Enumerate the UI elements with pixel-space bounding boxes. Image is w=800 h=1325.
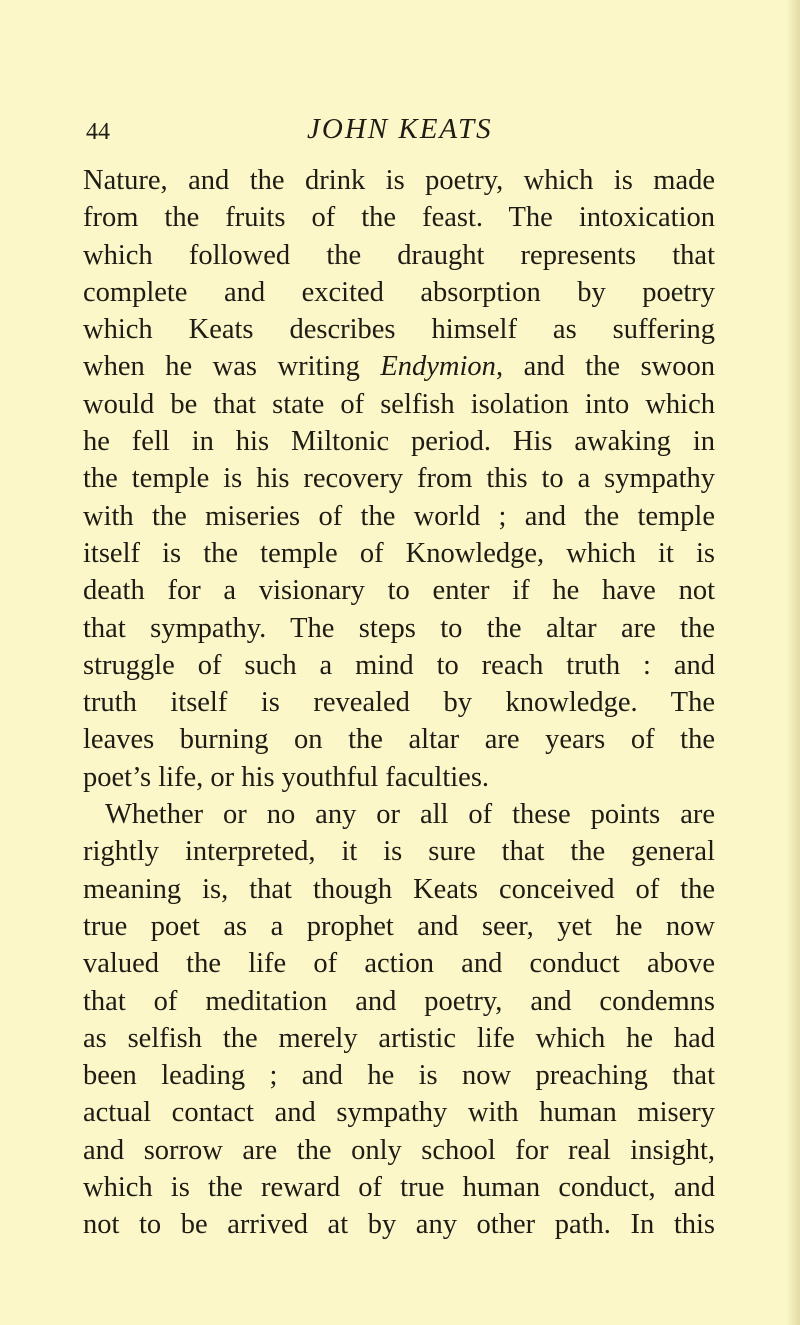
text-line: itself is the temple of Knowledge, which it is [83, 537, 715, 569]
text-line: complete and excited absorption by poetry [83, 276, 715, 308]
text-line: which is the reward of true human conduct, and [83, 1172, 715, 1204]
text-line: from the fruits of the feast. The intoxication [83, 202, 715, 234]
text-line: as selfish the merely artistic life which he had [83, 1022, 715, 1054]
text-line: that sympathy. The steps to the altar are the [83, 612, 715, 644]
text-line: Whether or no any or all of these points are [105, 799, 715, 831]
text-line: poet’s life, or his youthful faculties. [83, 761, 490, 793]
page-header [0, 113, 800, 153]
text-segment: , and the swoon [495, 351, 716, 383]
text-line: death for a visionary to enter if he have not [83, 575, 715, 607]
page-number: 44 [86, 119, 110, 145]
text-line: leaves burning on the altar are years of the [83, 724, 715, 756]
text-line: the temple is his recovery from this to a sympathy [83, 463, 715, 495]
text-line: Nature, and the drink is poetry, which is made [83, 165, 715, 196]
page-edge-shadow [786, 0, 800, 1325]
text-line: valued the life of action and conduct above [83, 948, 715, 980]
text-line: which followed the draught represents that [83, 239, 715, 271]
body-text [83, 162, 715, 1244]
text-line: rightly interpreted, it is sure that the general [83, 836, 715, 868]
text-line: true poet as a prophet and seer, yet he now [83, 910, 715, 942]
text-line: been leading ; and he is now preaching that [83, 1060, 715, 1092]
text-line: which Keats describes himself as suffering [83, 314, 715, 346]
running-head: JOHN KEATS [307, 113, 493, 145]
italic-title: Endymion [380, 351, 496, 383]
text-line: and sorrow are the only school for real insight, [83, 1134, 715, 1166]
text-line: struggle of such a mind to reach truth : and [83, 649, 715, 681]
text-segment: when he was writing [83, 351, 381, 383]
text-line: not to be arrived at by any other path. In this [83, 1209, 715, 1241]
text-line: with the miseries of the world ; and the temple [83, 500, 715, 532]
text-line: meaning is, that though Keats conceived of the [83, 873, 715, 905]
text-line: truth itself is revealed by knowledge. The [83, 687, 715, 719]
text-line: actual contact and sympathy with human misery [83, 1097, 715, 1129]
text-line [83, 348, 715, 385]
text-line: he fell in his Miltonic period. His awaking in [83, 426, 715, 458]
text-line: would be that state of selfish isolation into which [83, 388, 715, 420]
text-line: that of meditation and poetry, and condemns [83, 985, 715, 1017]
